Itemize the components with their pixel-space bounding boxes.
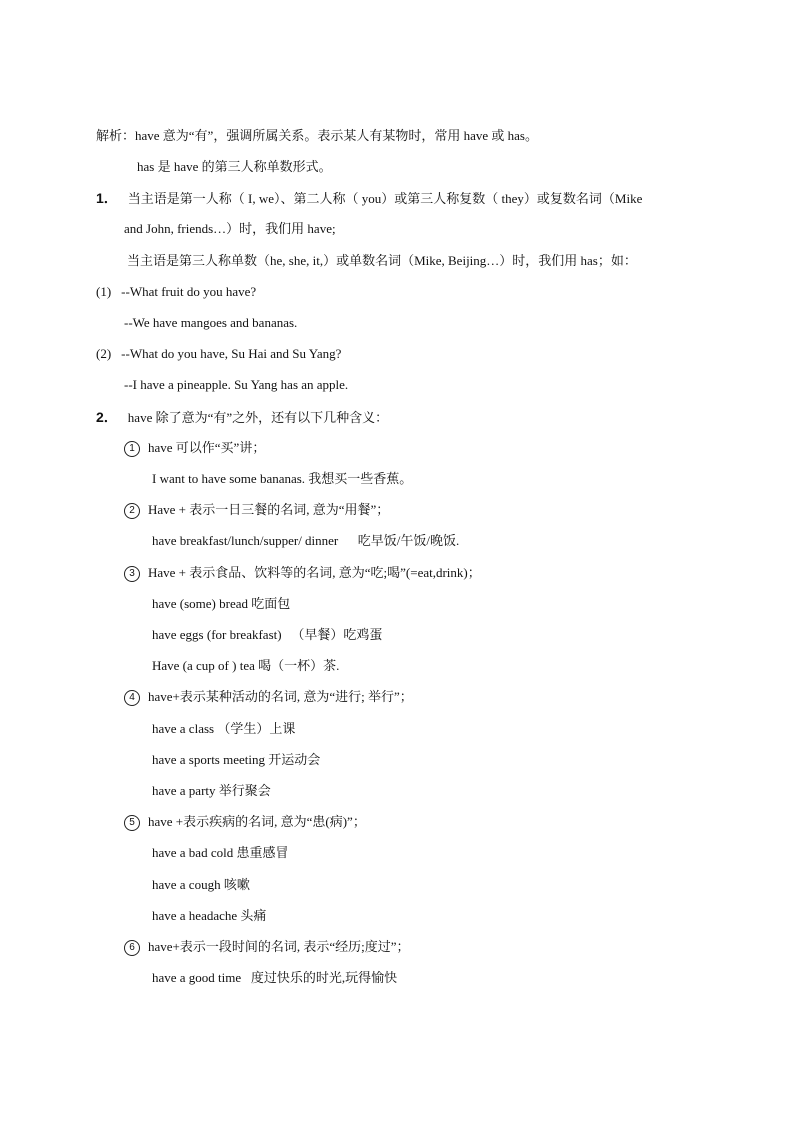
- meaning-item-2-example-1: have breakfast/lunch/supper/ dinner 吃早饭/午饭/晚饭.: [152, 533, 460, 548]
- meaning-item-4-text: have+表示某种活动的名词, 意为“进行; 举行”；: [148, 689, 413, 704]
- section-2-number: 2．: [96, 409, 118, 425]
- section-1-number: 1．: [96, 190, 118, 206]
- circled-number-4: 4: [124, 690, 140, 706]
- meaning-item-4-example-2: have a sports meeting 开运动会: [152, 752, 321, 767]
- meaning-item-5-example-3: have a headache 头痛: [152, 908, 267, 923]
- section-2-text: have 除了意为“有”之外，还有以下几种含义：: [127, 410, 389, 425]
- meaning-item-4-example-1: have a class （学生）上课: [152, 721, 296, 736]
- example-2-question: [96, 345, 341, 363]
- example-2-label: (2): [96, 346, 112, 361]
- example-1-label: (1): [96, 284, 112, 299]
- example-1-question: [96, 283, 256, 301]
- meaning-item-4-example-3: have a party 举行聚会: [152, 783, 271, 798]
- section-1-text-b: and John, friends…）时，我们用 have;: [124, 221, 336, 236]
- meaning-item-3-head: [124, 564, 481, 582]
- meaning-item-1-text: have 可以作“买”讲；: [148, 440, 266, 455]
- example-1-answer: --We have mangoes and bananas.: [124, 315, 298, 330]
- meaning-item-6-example-1: have a good time 度过快乐的时光,玩得愉快: [152, 970, 398, 985]
- section-2-heading: [96, 408, 388, 427]
- example-1-question-text: --What fruit do you have?: [121, 284, 257, 299]
- intro-line-2: has 是 have 的第三人称单数形式。: [137, 159, 332, 174]
- circled-number-6: 6: [124, 940, 140, 956]
- meaning-item-3-example-1: have (some) bread 吃面包: [152, 596, 291, 611]
- meaning-item-5-example-1: have a bad cold 患重感冒: [152, 845, 289, 860]
- meaning-item-6-head: [124, 938, 410, 956]
- meaning-item-1-example-1: I want to have some bananas. 我想买一些香蕉。: [152, 471, 413, 486]
- meaning-item-5-text: have +表示疾病的名词, 意为“患(病)”；: [148, 814, 366, 829]
- circled-number-5: 5: [124, 815, 140, 831]
- meaning-item-3-example-2: have eggs (for breakfast) （早餐）吃鸡蛋: [152, 627, 383, 642]
- intro-line-1: 解析：have 意为“有”，强调所属关系。表示某人有某物时，常用 have 或 has。: [96, 128, 538, 143]
- meaning-item-2-text: Have + 表示一日三餐的名词, 意为“用餐”；: [148, 502, 390, 517]
- section-1-text-c: 当主语是第三人称单数（he, she, it,）或单数名词（Mike, Beijing…）时，我们用 has；如：: [127, 253, 637, 268]
- section-1-text-a: 当主语是第一人称（ I, we）、第二人称（ you）或第三人称复数（ they）或复数名词（Mike: [127, 191, 643, 206]
- section-1-heading: [96, 189, 642, 208]
- meaning-item-2-head: [124, 501, 389, 519]
- meaning-item-3-text: Have + 表示食品、饮料等的名词, 意为“吃;喝”(=eat,drink)；: [148, 565, 481, 580]
- meaning-item-1-head: [124, 439, 265, 457]
- circled-number-3: 3: [124, 566, 140, 582]
- circled-number-2: 2: [124, 503, 140, 519]
- meaning-item-4-head: [124, 688, 413, 706]
- example-2-answer: --I have a pineapple. Su Yang has an apple.: [124, 377, 349, 392]
- meaning-item-5-example-2: have a cough 咳嗽: [152, 877, 250, 892]
- meaning-item-3-example-3: Have (a cup of ) tea 喝（一杯）茶.: [152, 658, 340, 673]
- meaning-item-6-text: have+表示一段时间的名词, 表示“经历;度过”；: [148, 939, 410, 954]
- circled-number-1: 1: [124, 441, 140, 457]
- meaning-item-5-head: [124, 813, 366, 831]
- example-2-question-text: --What do you have, Su Hai and Su Yang?: [121, 346, 342, 361]
